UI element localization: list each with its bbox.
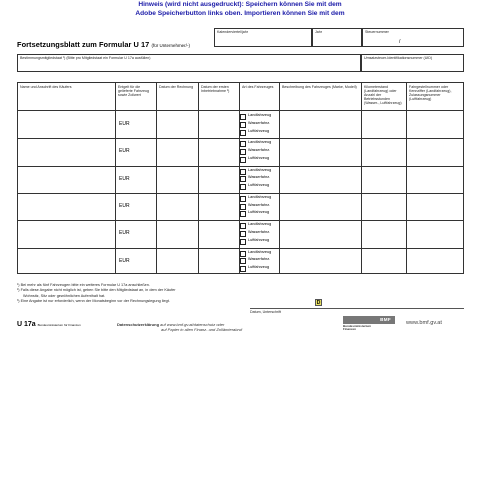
vehicle-type-checkbox[interactable] bbox=[240, 258, 246, 264]
privacy-bold: Datenschutzerklärung bbox=[117, 322, 160, 327]
privacy-text-2: auf Papier in allen Finanz- und Zollämterabruf bbox=[161, 327, 243, 333]
bmf-logo-mark: BMF bbox=[343, 316, 395, 324]
tax-number-separator: / bbox=[399, 39, 401, 45]
vehicle-type-checkbox[interactable] bbox=[240, 149, 246, 155]
vehicle-type-checkbox[interactable] bbox=[240, 251, 246, 257]
col-header-chassis: Fahrgestellnummer oder Kennziffer (Landfahrzeug), Zulassungsnummer (Luftfahrzeug) bbox=[409, 85, 452, 101]
page-title bbox=[17, 40, 190, 49]
vehicle-type-label: Landfahrzeug bbox=[248, 249, 272, 254]
vehicle-type-checkbox[interactable] bbox=[240, 196, 246, 202]
privacy-note bbox=[117, 322, 242, 333]
member-state-label: Bestimmungsmitgliedstaat ¹) (Bitte pro Mitgliedstaat ein Formular U 17a ausfüllen) bbox=[20, 56, 151, 60]
vehicle-type-label: Wasserfahrz. bbox=[248, 229, 271, 234]
table-row bbox=[18, 138, 465, 165]
period-field[interactable] bbox=[214, 28, 312, 47]
vehicle-type-checkbox[interactable] bbox=[240, 130, 246, 136]
price-currency: EUR bbox=[119, 202, 130, 209]
vehicle-type-label: Luftfahrzeug bbox=[248, 183, 270, 188]
uid-label: Umsatzsteuer-Identifikationsnummer (UID) bbox=[364, 56, 433, 60]
price-currency: EUR bbox=[119, 121, 130, 127]
price-currency: EUR bbox=[119, 148, 130, 155]
privacy-text: auf www.bmf.gv.at/datenschutz oder bbox=[160, 322, 225, 327]
footnote-1: ¹) Bei mehr als fünf Fahrzeugen bitte ein weiteres Formular U 17a anschließen. bbox=[17, 283, 150, 287]
vehicle-type-label: Luftfahrzeug bbox=[248, 265, 270, 270]
table-row bbox=[18, 220, 465, 247]
vehicle-type-checkbox[interactable] bbox=[240, 141, 246, 147]
signature-label: Datum, Unterschrift bbox=[250, 310, 281, 314]
footnote-2b: Wohnsitz, Sitz oder gewöhnlichen Aufenthalt hat. bbox=[23, 293, 106, 298]
table-row bbox=[18, 193, 465, 220]
col-header-first-use: Datum der ersten Inbetriebnahme ²) bbox=[201, 85, 230, 93]
vehicle-type-checkbox[interactable] bbox=[240, 266, 246, 272]
vehicle-type-label: Wasserfahrz. bbox=[248, 120, 271, 125]
bmf-logo-sub: Bundesministerium Finanzen bbox=[343, 324, 372, 332]
vehicle-type-label: Luftfahrzeug bbox=[248, 237, 270, 242]
signature-marker[interactable]: D bbox=[316, 300, 321, 306]
vehicle-table bbox=[17, 82, 464, 274]
vehicle-type-label: Wasserfahrz. bbox=[248, 202, 271, 207]
vehicle-type-label: Landfahrzeug bbox=[248, 140, 272, 145]
vehicle-type-label: Luftfahrzeug bbox=[248, 128, 270, 133]
table-row bbox=[18, 166, 465, 193]
website-link[interactable]: www.bmf.gv.at bbox=[406, 320, 442, 326]
hint-line-1: Hinweis (wird nicht ausgedruckt): Speichern können Sie mit dem bbox=[138, 1, 342, 8]
vehicle-type-checkbox[interactable] bbox=[240, 169, 246, 175]
year-label: Jahr bbox=[315, 30, 322, 34]
title-sub: (für Unternehmer/-) bbox=[151, 43, 190, 48]
vehicle-type-label: Landfahrzeug bbox=[248, 222, 272, 227]
vehicle-type-checkbox[interactable] bbox=[240, 184, 246, 190]
price-currency: EUR bbox=[119, 175, 130, 182]
col-header-description: Beschreibung des Fahrzeuges (Marke, Modell) bbox=[282, 85, 357, 89]
period-label: Kalenderviertel/jahr bbox=[217, 30, 248, 34]
col-header-mileage: Kilometerstand (Landfahrzeug) oder Anzahl der Betriebsstunden (Wasser-, Luftfahrzeug) bbox=[364, 85, 402, 105]
price-currency: EUR bbox=[119, 257, 130, 264]
vehicle-type-label: Wasserfahrz. bbox=[248, 257, 271, 262]
col-header-buyer: Name und Anschrift des Käufers bbox=[20, 85, 72, 89]
vehicle-type-label: Luftfahrzeug bbox=[248, 210, 270, 215]
vehicle-type-checkbox[interactable] bbox=[240, 114, 246, 120]
vehicle-type-label: Landfahrzeug bbox=[248, 113, 272, 117]
title-main: Fortsetzungsblatt zum Formular U 17 bbox=[17, 40, 150, 49]
vehicle-type-checkbox[interactable] bbox=[240, 223, 246, 229]
col-header-invoice-date: Datum der Rechnung bbox=[159, 85, 194, 89]
footnote-3: ³) Eine Angabe ist nur erforderlich, wenn der Monatsbeginn vor der Rechnungslegung liegt. bbox=[17, 299, 170, 304]
member-state-field[interactable] bbox=[17, 54, 361, 72]
vehicle-type-label: Landfahrzeug bbox=[248, 194, 272, 199]
col-header-price: Entgelt für die gelieferte Fahrzeug sowie Zollwert bbox=[118, 85, 149, 97]
uid-field[interactable] bbox=[361, 54, 464, 72]
hint-line-2: Adobe Speicherbutton links oben. Importieren können Sie mit dem bbox=[135, 10, 345, 17]
form-id-small: Bundesministerium für Finanzen bbox=[37, 323, 81, 327]
signature-line[interactable] bbox=[250, 308, 464, 309]
year-field[interactable] bbox=[312, 28, 362, 47]
vehicle-type-checkbox[interactable] bbox=[240, 231, 246, 237]
vehicle-type-label: Wasserfahrz. bbox=[248, 148, 271, 153]
vehicle-type-checkbox[interactable] bbox=[240, 176, 246, 182]
vehicle-type-checkbox[interactable] bbox=[240, 157, 246, 163]
tax-number-field[interactable] bbox=[362, 28, 464, 47]
price-currency: EUR bbox=[119, 230, 130, 237]
vehicle-type-label: Luftfahrzeug bbox=[248, 155, 270, 160]
bmf-logo bbox=[343, 316, 395, 332]
vehicle-type-checkbox[interactable] bbox=[240, 204, 246, 210]
form-id: U 17a Bundesministerium für Finanzen bbox=[17, 321, 81, 328]
vehicle-type-label: Landfahrzeug bbox=[248, 167, 272, 172]
import-hint bbox=[0, 0, 480, 18]
table-row bbox=[18, 111, 465, 138]
col-header-vehicle-type: Art des Fahrzeuges bbox=[242, 85, 274, 89]
footnotes bbox=[17, 283, 317, 305]
vehicle-type-checkbox[interactable] bbox=[240, 122, 246, 128]
table-row bbox=[18, 248, 465, 275]
vehicle-type-label: Wasserfahrz. bbox=[248, 175, 271, 180]
footnote-2: ²) Falls diese Angabe nicht möglich ist, geben Sie bitte den Mitgliedstaat an, in dem der Käufer bbox=[17, 288, 176, 293]
vehicle-type-checkbox[interactable] bbox=[240, 211, 246, 217]
vehicle-type-checkbox[interactable] bbox=[240, 239, 246, 245]
tax-number-label: Steuernummer bbox=[365, 30, 389, 34]
